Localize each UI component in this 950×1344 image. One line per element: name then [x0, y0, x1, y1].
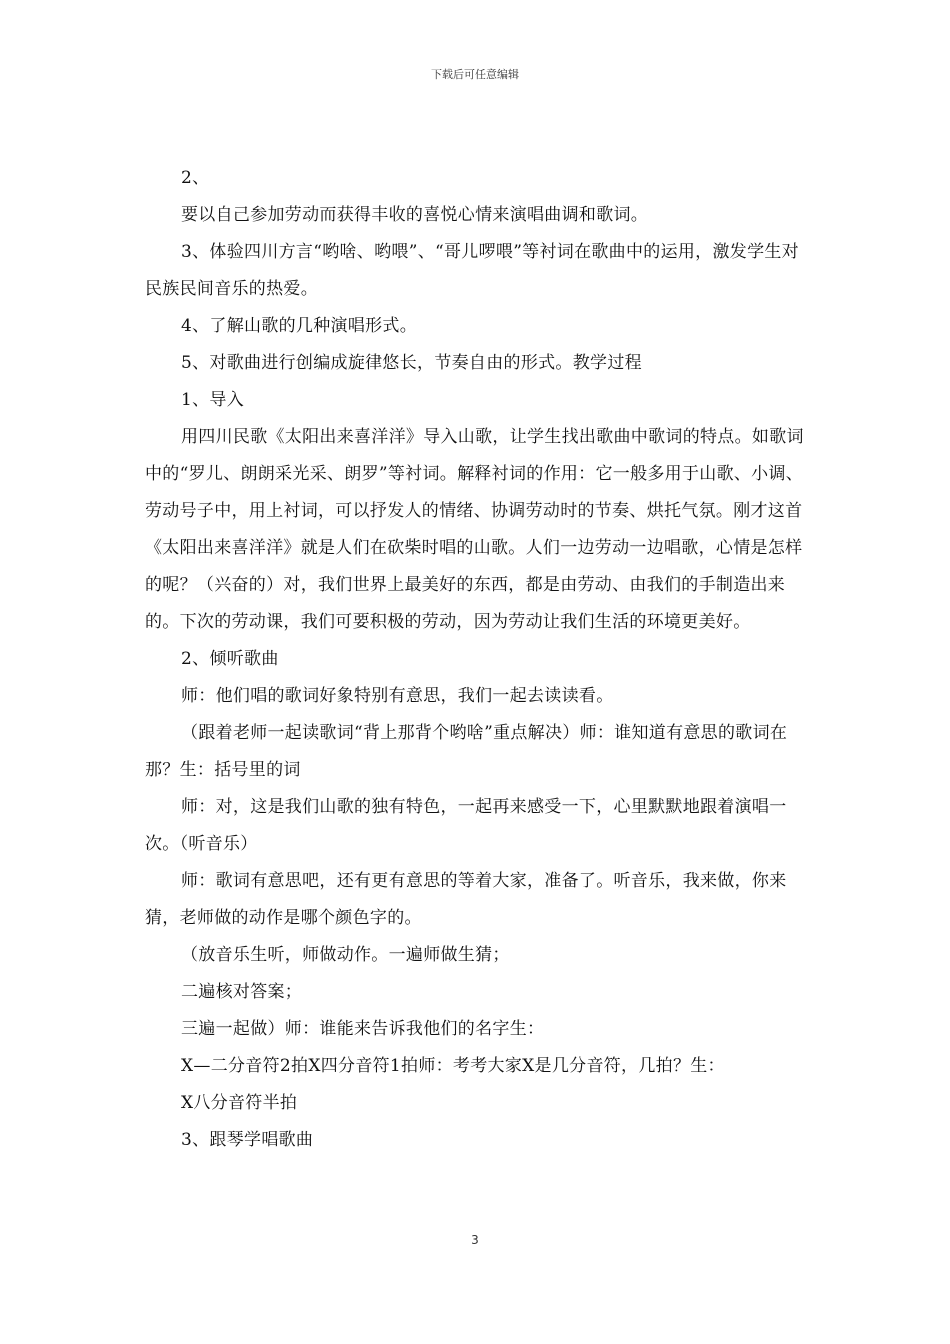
paragraph: 要以自己参加劳动而获得丰收的喜悦心情来演唱曲调和歌词。	[181, 205, 649, 225]
document-body	[145, 160, 805, 1159]
paragraph: 师：对，这是我们山歌的独有特色，一起再来感受一下，心里默默地跟着演唱一次。（听音乐）	[145, 797, 787, 854]
paragraph: （跟着老师一起读歌词“背上那背个哟啥”重点解决）师：谁知道有意思的歌词在那？生：括号里的词	[145, 723, 788, 780]
section-heading: 1、导入	[181, 390, 245, 410]
paragraph: 师：他们唱的歌词好象特别有意思，我们一起去读读看。	[181, 686, 614, 706]
paragraph: 2、	[181, 168, 210, 188]
paragraph: （放音乐生听，师做动作。一遍师做生猜；	[181, 945, 510, 965]
paragraph: 师：歌词有意思吧，还有更有意思的等着大家，准备了。听音乐，我来做，你来猜，老师做的动作是哪个颜色字的。	[145, 871, 787, 928]
paragraph: 4、了解山歌的几种演唱形式。	[181, 316, 418, 336]
paragraph: 用四川民歌《太阳出来喜洋洋》导入山歌，让学生找出歌曲中歌词的特点。如歌词中的“罗儿、朗朗采光采、朗罗”等衬词。解释衬词的作用：它一般多用于山歌、小调、劳动号子中，用上衬词，可以抒发人的情绪、协调劳动时的节奏、烘托气氛。刚才这首《太阳出来喜洋洋》就是人们在砍柴时唱的山歌。人们一边劳动一边唱歌，心情是怎样的呢？（兴奋的）对，我们世界上最美好的东西，都是由劳动、由我们的手制造出来的。下次的劳动课，我们可要积极的劳动，因为劳动让我们生活的环境更美好。	[145, 427, 804, 632]
paragraph: X—二分音符2拍X四分音符1拍师：考考大家X是几分音符，几拍？生：	[181, 1056, 725, 1076]
paragraph: 5、对歌曲进行创编成旋律悠长，节奏自由的形式。教学过程	[181, 353, 642, 373]
page-header: 下载后可任意编辑	[431, 68, 519, 81]
section-heading: 2、倾听歌曲	[181, 649, 279, 669]
paragraph: 三遍一起做）师：谁能来告诉我他们的名字生：	[181, 1019, 545, 1039]
section-heading: 3、跟琴学唱歌曲	[181, 1130, 314, 1150]
paragraph: 3、体验四川方言“哟啥、哟喂”、“哥儿啰喂”等衬词在歌曲中的运用，激发学生对民族民间音乐的热爱。	[145, 242, 799, 299]
paragraph: 二遍核对答案；	[181, 982, 303, 1002]
page-number: 3	[471, 1233, 479, 1247]
paragraph: X八分音符半拍	[181, 1093, 298, 1113]
